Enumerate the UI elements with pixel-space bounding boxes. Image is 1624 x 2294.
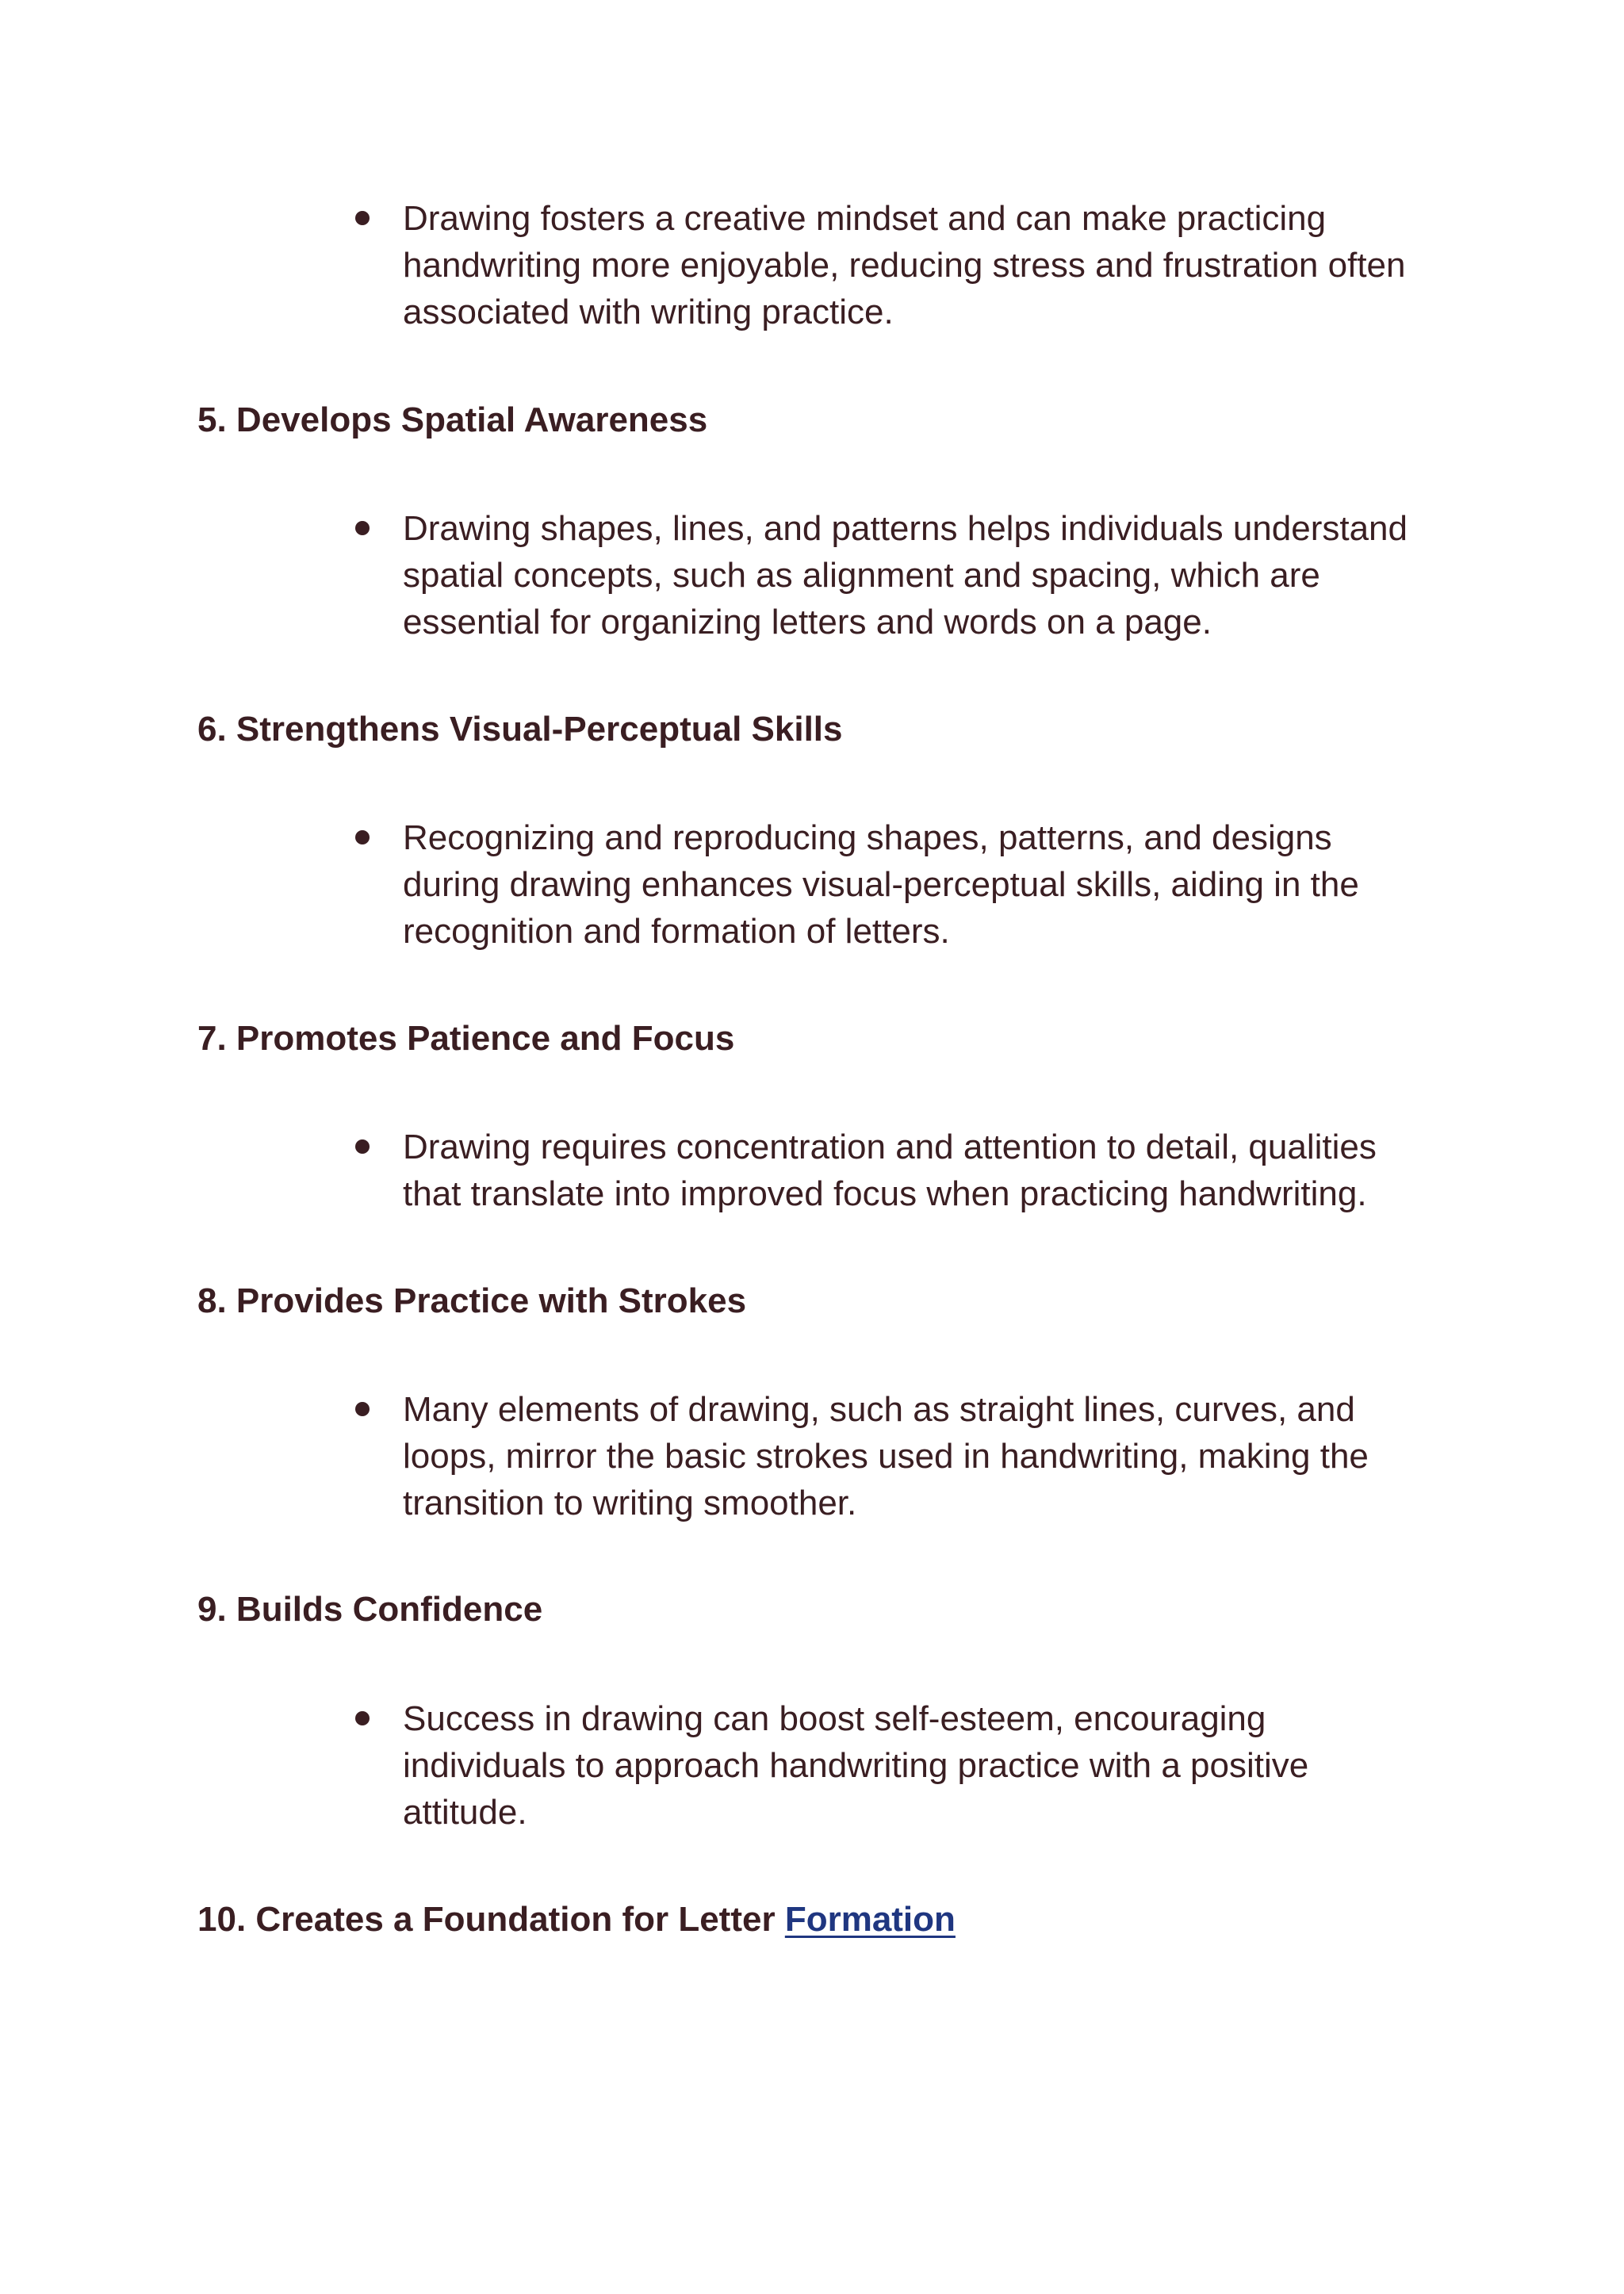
bullet-text: Recognizing and reproducing shapes, patterns, and designs during drawing enhances visual-perceptual skills, aiding in the recognition and formation of letters. [403,818,1359,951]
section-heading-10 [197,1896,956,1943]
bullet-item-strokes [355,1386,1481,1526]
section-heading-10-text: 10. Creates a Foundation for Letter [197,1900,785,1939]
bullet-text: Drawing shapes, lines, and patterns helps individuals understand spatial concepts, such as alignment and spacing, which are essential for organizing letters and words on a page. [403,509,1408,641]
bullet-text: Drawing fosters a creative mindset and can make practicing handwriting more enjoyable, reducing stress and frustration often associated with writing practice. [403,199,1406,331]
formation-link[interactable]: Formation [784,1900,956,1939]
bullet-item-spatial-awareness [355,505,1481,645]
bullet-item-confidence [355,1695,1481,1836]
bullet-item-visual-perceptual [355,814,1481,955]
bullet-icon [355,211,370,225]
bullet-text: Success in drawing can boost self-esteem, encouraging individuals to approach handwriting practice with a positive attitude. [403,1699,1309,1832]
bullet-icon [355,830,370,844]
bullet-icon [355,1402,370,1416]
section-heading-7: 7. Promotes Patience and Focus [197,1019,735,1058]
section-heading-8: 8. Provides Practice with Strokes [197,1281,747,1320]
bullet-icon [355,1711,370,1725]
section-heading-5: 5. Develops Spatial Awareness [197,400,708,439]
section-heading-6: 6. Strengthens Visual-Perceptual Skills [197,710,843,749]
section-heading-9: 9. Builds Confidence [197,1590,543,1629]
bullet-item-patience-focus [355,1124,1481,1217]
bullet-icon [355,1139,370,1154]
bullet-icon [355,521,370,535]
bullet-text: Drawing requires concentration and attention to detail, qualities that translate into improved focus when practicing handwriting. [403,1128,1377,1213]
bullet-item-creative-mindset [355,195,1481,335]
bullet-text: Many elements of drawing, such as straight lines, curves, and loops, mirror the basic strokes used in handwriting, making the transition to writing smoother. [403,1390,1369,1522]
